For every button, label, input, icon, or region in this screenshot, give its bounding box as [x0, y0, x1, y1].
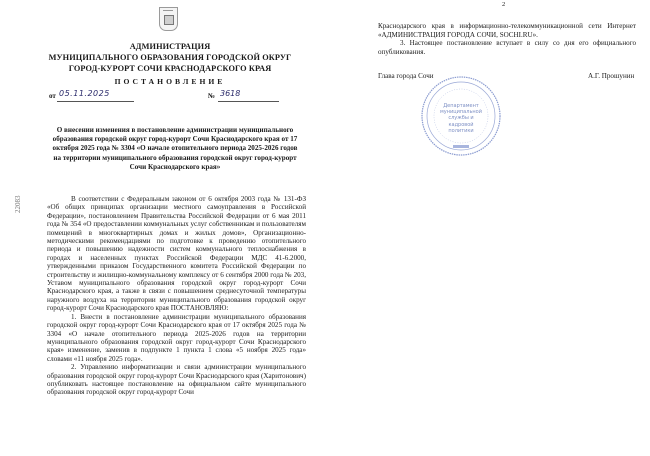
- page-number: 2: [502, 1, 506, 8]
- header-administration: АДМИНИСТРАЦИЯ: [129, 42, 211, 51]
- stamp-line-1: Департамент: [443, 103, 479, 109]
- stamp-text: [436, 103, 486, 134]
- signatory-name: А.Г. Прошунин: [588, 72, 635, 80]
- paragraph-2-continuation: Краснодарского края в информационно-телекоммуникационной сети Интернет «АДМИНИСТРАЦИЯ ГОРОДА СОЧИ, SOCHI.RU».: [378, 22, 636, 39]
- header-city: ГОРОД-КУРОРТ СОЧИ КРАСНОДАРСКОГО КРАЯ: [68, 64, 272, 73]
- sochi-coat-of-arms-icon: [159, 7, 178, 31]
- document-body: [47, 195, 306, 397]
- number-value: 3618: [220, 89, 241, 98]
- registration-number: 22083: [14, 195, 22, 213]
- continuation-text: [378, 22, 636, 39]
- document-type: ПОСТАНОВЛЕНИЕ: [114, 77, 226, 86]
- paragraph-1: 1. Внести в постановление администрации муниципального образования городской округ город-курорт Сочи Краснодарского края от 17 октября 2025 года № 3304 «О начале отопительного периода 2025-2026 годов на территории муниципального образования городской округ город-курорт Сочи Краснодарского края» изменение, заменив в подпункте 1 пункта 1 слова «5 ноября 2025 года» словами «11 ноября 2025 года».: [47, 312, 306, 363]
- paragraph-3: 3. Настоящее постановление вступает в силу со дня его официального опубликования.: [378, 39, 636, 56]
- stamp-line-3: службы и кадровой: [448, 115, 474, 128]
- paragraph-preamble: В соответствии с Федеральным законом от 6 октября 2003 года № 131-ФЗ «Об общих принципах организации местного самоуправления в Российской Федерации», постановлением Правительства Российской Федерации от 6 мая 2011 года № 354 «О предоставлении коммунальных услуг собственникам и пользователям помещений в многоквартирных домах и жилых домов», Организационно-методическими рекомендациями по подготовке к проведению отопительного периода и повышению надежности систем коммунального теплоснабжения в городах и населенных пунктах Российской Федерации МДС 41-6.2000, утвержденными приказом Государственного комитета Российской Федерации по строительству и жилищно-коммунальному комплексу от 6 сентября 2000 года № 203, Уставом муниципального образования городской округ город-курорт Сочи Краснодарского края, а также в связи с повышением среднесуточной температуры наружного воздуха на территории муниципального образования городской округ город-курорт Сочи Краснодарского края ПОСТАНОВЛЯЮ:: [47, 195, 306, 313]
- paragraph-2: 2. Управлению информатизации и связи администрации муниципального образования городской округ город-курорт Сочи Краснодарского края (Харитонович) опубликовать настоящее постановление на официальном сайте муниципального образования городской округ город-курорт Сочи: [47, 363, 306, 397]
- paragraph-3-block: [378, 39, 636, 56]
- date-label: от: [49, 92, 56, 100]
- number-label: №: [208, 92, 216, 100]
- signatory-title: Глава города Сочи: [378, 72, 434, 80]
- stamp-line-4: политики: [448, 127, 474, 134]
- header-municipality: МУНИЦИПАЛЬНОГО ОБРАЗОВАНИЯ ГОРОДСКОЙ ОКРУГ: [48, 53, 292, 62]
- page-2: [345, 0, 650, 456]
- document-subject: О внесении изменения в постановление администрации муниципального образования городской округ город-курорт Сочи Краснодарского края от 17 октября 2025 года № 3304 «О начале отопительного периода 2025-2026 годов на территории муниципального образования городской округ город-курорт Сочи Краснодарского края»: [52, 126, 298, 171]
- date-value: 05.11.2025: [59, 89, 110, 98]
- stamp-line-2: муниципальной: [440, 109, 482, 116]
